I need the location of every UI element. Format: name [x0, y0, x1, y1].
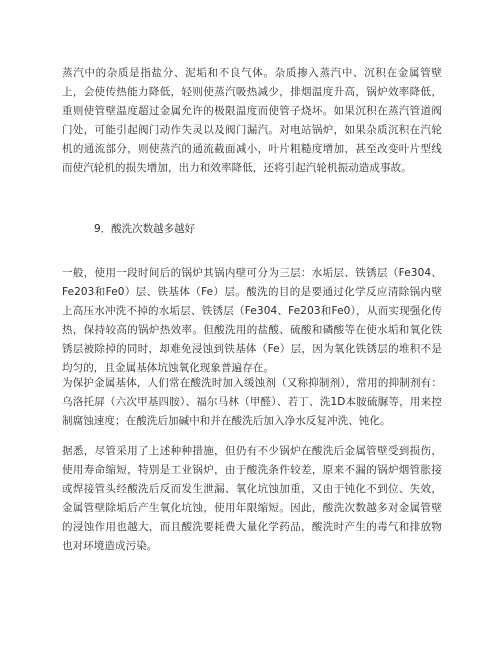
- paragraph-steam-impurities: 蒸汽中的杂质是指盐分、泥垢和不良气体。杂质掺入蒸汽中、沉积在金属管壁上，会使传热能力降低，轻则使蒸汽吸热减少，排烟温度升高，锅炉效率降低，重则使管壁温度超过金属允许的极限温度而使管子烧坏。如果沉积在蒸汽管道阀门处，可能引起阀门动作失灵以及阀门漏汽。对电站锅炉，如果杂质沉积在汽轮机的通流部分，则使蒸汽的通流截面减小，叶片粗糙度增加，甚至改变叶片型线而使汽轮机的损失增加，出力和效率降低，还将引起汽轮机振动造成事故。: [62, 67, 442, 174]
- paragraph-boiler-layers: 一般，使用一段时间后的锅炉其锅内壁可分为三层：水垢层、铁锈层（Fe304、Fe203和Fe0）层、铁基体（Fe）层。酸洗的目的是要通过化学反应清除锅内壁上高压水冲洗不掉的水垢层、铁锈层（Fe304、Fe203和Fe0），从而实现强化传热，保持较高的锅炉热效率。但酸洗用的盐酸、硫酸和磷酸等在使水垢和氧化铁锈层被除掉的同时，却难免浸蚀到铁基体（Fe）层，因为氧化铁锈层的堆积不是均匀的，且金属基体坑蚀氧化现象普遍存在。: [62, 267, 442, 374]
- paragraph-cleaning-damage: 据悉，尽管采用了上述种种措施，但仍有不少锅炉在酸洗后金属管壁受到损伤，使用寿命缩短，特别是工业锅炉，由于酸洗条件较差，原来不漏的锅炉烟管胀接或焊接管头经酸洗后反而发生泄漏、氧化坑蚀加重，又由于钝化不到位、失效，金属管壁除垢后产生氧化坑蚀，使用年限缩短。因此，酸洗次数越多对金属管壁的浸蚀作用也越大，而且酸洗要耗费大量化学药品，酸洗时产生的毒气和排放物也对环境造成污染。: [62, 445, 442, 552]
- section-heading: 9．酸洗次数越多越好: [94, 223, 196, 235]
- paragraph-corrosion-inhibitors: 为保护金属基体，人们常在酸洗时加入缓蚀剂（又称抑制剂），常用的抑制剂有：乌洛托屏（六次甲基四胺）、福尔马林（甲醛）、若丁、洗1D本胺硫脲等，用来控制腐蚀速度；在酸洗后加碱中和并在酸洗后加入净水反复冲洗、钝化。: [62, 377, 442, 427]
